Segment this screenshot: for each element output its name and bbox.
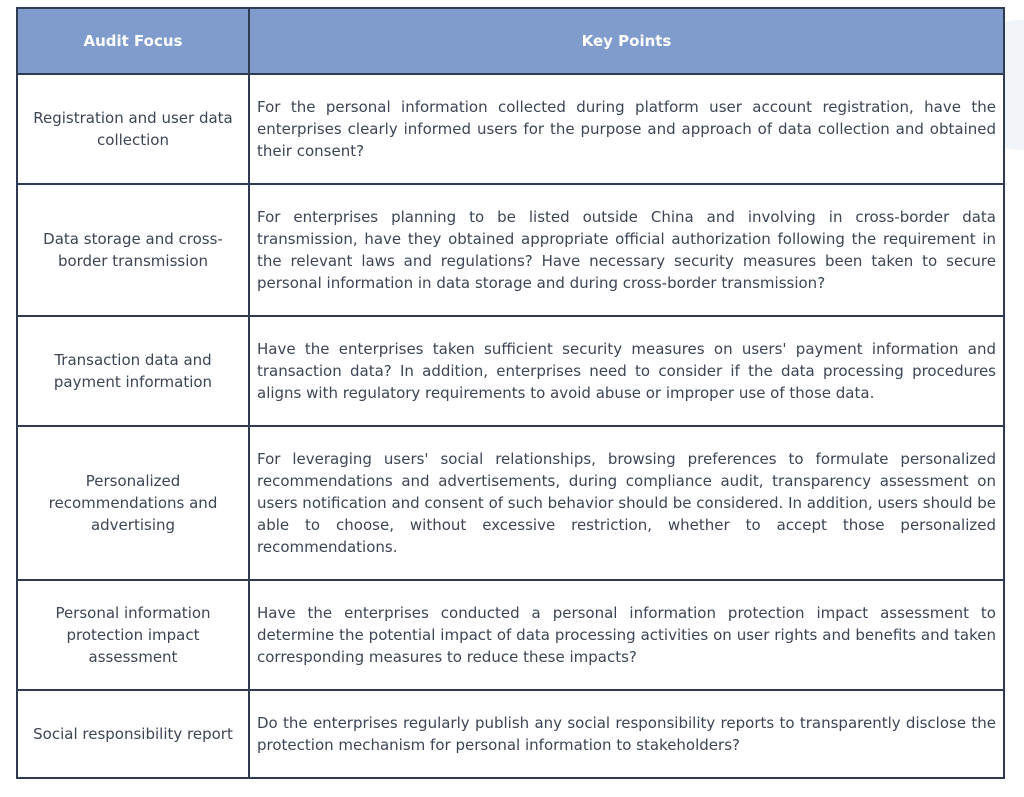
key-points-cell: For enterprises planning to be listed outside China and involving in cross-border data transmission, have they obtained appropriate official authorization following the requirement in the relevant laws and regulations? Have necessary security measures been taken to secure personal information in data storage and during cross-border transmission? bbox=[249, 184, 1004, 316]
header-row bbox=[17, 8, 1004, 74]
audit-focus-cell: Transaction data and payment information bbox=[17, 316, 249, 426]
key-points-cell: For leveraging users' social relationships, browsing preferences to formulate personalized recommendations and advertisements, during compliance audit, transparency assessment on users notification and consent of such behavior should be considered. In addition, users should be able to choose, without excessive restriction, whether to accept those personalized recommendations. bbox=[249, 426, 1004, 580]
audit-focus-cell: Personalized recommendations and advertising bbox=[17, 426, 249, 580]
key-points-cell: For the personal information collected during platform user account registration, have the enterprises clearly informed users for the purpose and approach of data collection and obtained their consent? bbox=[249, 74, 1004, 184]
table-row bbox=[17, 316, 1004, 426]
key-points-cell: Do the enterprises regularly publish any social responsibility reports to transparently disclose the protection mechanism for personal information to stakeholders? bbox=[249, 690, 1004, 778]
header-key-points: Key Points bbox=[249, 8, 1004, 74]
audit-focus-cell: Social responsibility report bbox=[17, 690, 249, 778]
audit-focus-cell: Data storage and cross-border transmission bbox=[17, 184, 249, 316]
table-header bbox=[17, 8, 1004, 74]
table-row bbox=[17, 426, 1004, 580]
header-audit-focus: Audit Focus bbox=[17, 8, 249, 74]
table-row bbox=[17, 690, 1004, 778]
table-body bbox=[17, 74, 1004, 778]
table-row bbox=[17, 184, 1004, 316]
audit-table bbox=[16, 7, 1005, 779]
audit-focus-cell: Personal information protection impact assessment bbox=[17, 580, 249, 690]
table-row bbox=[17, 580, 1004, 690]
audit-focus-cell: Registration and user data collection bbox=[17, 74, 249, 184]
key-points-cell: Have the enterprises conducted a personal information protection impact assessment to determine the potential impact of data processing activities on user rights and benefits and taken corresponding measures to reduce these impacts? bbox=[249, 580, 1004, 690]
key-points-cell: Have the enterprises taken sufficient security measures on users' payment information and transaction data? In addition, enterprises need to consider if the data processing procedures aligns with regulatory requirements to avoid abuse or improper use of those data. bbox=[249, 316, 1004, 426]
table-row bbox=[17, 74, 1004, 184]
